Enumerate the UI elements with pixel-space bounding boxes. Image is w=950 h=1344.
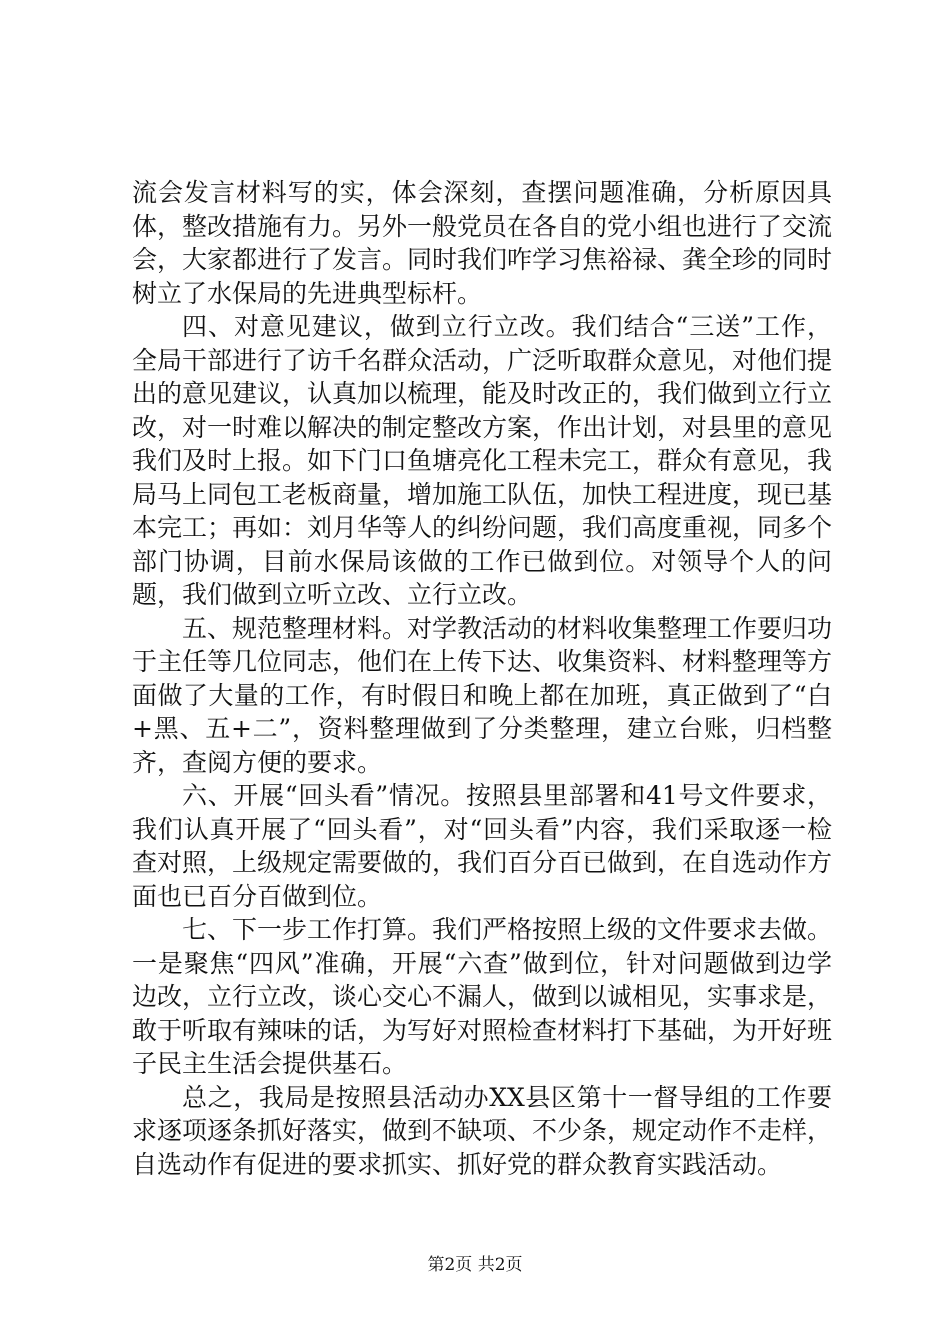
paragraph-section-7: 七、下一步工作打算。我们严格按照上级的文件要求去做。一是聚焦“四风”准确，开展“六查”做到位，针对问题做到边学边改，立行立改，谈心交心不漏人，做到以诚相见，实事求是，敢于听取有辣味的话，为写好对照检查材料打下基础，为开好班子民主生活会提供基石。 (132, 915, 833, 1078)
paragraph-section-6: 六、开展“回头看”情况。按照县里部署和41号文件要求，我们认真开展了“回头看”，对“回头看”内容，我们采取逐一检查对照，上级规定需要做的，我们百分百已做到，在自选动作方面也已百分百做到位。 (132, 781, 833, 911)
paragraph-conclusion: 总之，我局是按照县活动办XX县区第十一督导组的工作要求逐项逐条抓好落实，做到不缺项、不少条，规定动作不走样，自选动作有促进的要求抓实、抓好党的群众教育实践活动。 (132, 1082, 833, 1179)
paragraph-continuation: 流会发言材料写的实，体会深刻，查摆问题准确，分析原因具体，整改措施有力。另外一般党员在各自的党小组也进行了交流会，大家都进行了发言。同时我们咋学习焦裕禄、龚全珍的同时树立了水保局的先进典型标杆。 (132, 178, 833, 308)
document-body (132, 176, 832, 1181)
paragraph-section-5: 五、规范整理材料。对学教活动的材料收集整理工作要归功于主任等几位同志，他们在上传下达、收集资料、材料整理等方面做了大量的工作，有时假日和晚上都在加班，真正做到了“白+黑、五+二”，资料整理做到了分类整理，建立台账，归档整齐，查阅方便的要求。 (132, 613, 833, 777)
paragraph-section-4: 四、对意见建议，做到立行立改。我们结合“三送”工作，全局干部进行了访千名群众活动，广泛听取群众意见，对他们提出的意见建议，认真加以梳理，能及时改正的，我们做到立行立改，对一时难以解决的制定整改方案，作出计划，对县里的意见我们及时上报。如下门口鱼塘亮化工程未完工，群众有意见，我局马上同包工老板商量，增加施工队伍，加快工程进度，现已基本完工；再如：刘月华等人的纠纷问题，我们高度重视，同多个部门协调，目前水保局该做的工作已做到位。对领导个人的问题，我们做到立听立改、立行立改。 (132, 312, 833, 609)
page-number-footer: 第2页 共2页 (427, 1255, 523, 1275)
